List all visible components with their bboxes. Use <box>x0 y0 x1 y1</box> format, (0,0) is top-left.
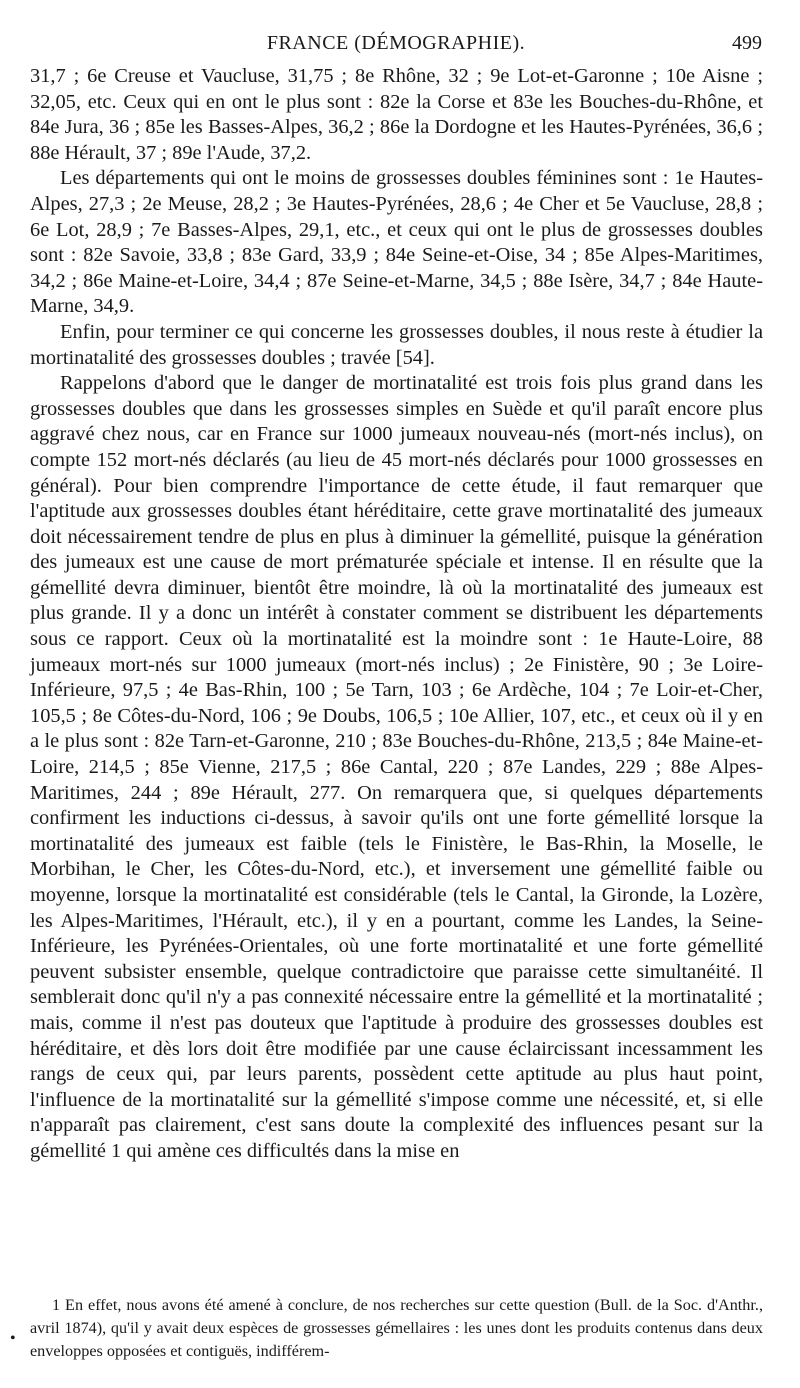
margin-mark: • <box>10 1330 16 1347</box>
paragraph-4: Rappelons d'abord que le danger de mortinatalité est trois fois plus grand dans les grossesses doubles que dans les grossesses simples en Suède et qu'il paraît encore plus aggravé chez nous, car en France sur 1000 jumeaux nouveau-nés (mort-nés inclus), on compte 152 mort-nés déclarés (au lieu de 45 mort-nés déclarés pour 1000 grossesses en général). Pour bien comprendre l'importance de cette étude, il faut remarquer que l'aptitude aux grossesses doubles étant héréditaire, cette grave mortinatalité des jumeaux doit nécessairement tendre de plus en plus à diminuer la gémellité, puisque la génération des jumeaux est une cause de mort prématurée spéciale et intense. Il en résulte que la gémellité devra diminuer, bientôt être moindre, là où la mortinatalité des jumeaux est plus grande. Il y a donc un intérêt à constater comment se distribuent les départements sous ce rapport. Ceux où la mortinatalité est la moindre sont : 1e Haute-Loire, 88 jumeaux mort-nés sur 1000 jumeaux (mort-nés inclus) ; 2e Finistère, 90 ; 3e Loire-Inférieure, 97,5 ; 4e Bas-Rhin, 100 ; 5e Tarn, 103 ; 6e Ardèche, 104 ; 7e Loir-et-Cher, 105,5 ; 8e Côtes-du-Nord, 106 ; 9e Doubs, 106,5 ; 10e Allier, 107, etc., et ceux où il y en a le plus sont : 82e Tarn-et-Garonne, 210 ; 83e Bouches-du-Rhône, 213,5 ; 84e Maine-et-Loire, 214,5 ; 85e Vienne, 217,5 ; 86e Cantal, 220 ; 87e Landes, 229 ; 88e Alpes-Maritimes, 244 ; 89e Hérault, 277. On remarquera que, si quelques départements confirment les inductions ci-dessus, à savoir qu'ils ont une forte gémellité lorsque la mortinatalité des jumeaux est faible (tels le Finistère, le Bas-Rhin, la Moselle, le Morbihan, le Cher, les Côtes-du-Nord, etc.), et inversement une gémellité faible ou moyenne, lorsque la mortinatalité est considérable (tels le Cantal, la Gironde, la Lozère, les Alpes-Maritimes, l'Hérault, etc.), il y en a pourtant, comme les Landes, la Seine-Inférieure, les Pyrénées-Orientales, où une forte mortinatalité et une forte gémellité peuvent subsister ensemble, quelque contradictoire que paraisse cette simultanéité. Il semblerait donc qu'il n'y a pas connexité nécessaire entre la gémellité et la mortinatalité ; mais, comme il n'est pas douteux que l'aptitude à produire des grossesses doubles est héréditaire, et dès lors doit être modifiée par une cause éclaircissant incessamment les rangs de ceux qui, par leurs parents, possèdent cette aptitude au plus haut point, l'influence de la mortinatalité sur la gémellité s'impose comme une nécessité, et, si elle n'apparaît pas clairement, c'est sans doute la complexité des influences pesant sur la gémellité 1 qui amène ces difficultés dans la mise en <box>30 372 763 1162</box>
paragraph-1: 31,7 ; 6e Creuse et Vaucluse, 31,75 ; 8e Rhône, 32 ; 9e Lot-et-Garonne ; 10e Aisne ; 32,05, etc. Ceux qui en ont le plus sont : 82e la Corse et 83e les Bouches-du-Rhône, et 84e Jura, 36 ; 85e les Basses-Alpes, 36,2 ; 86e la Dordogne et les Hautes-Pyrénées, 36,6 ; 88e Hérault, 37 ; 89e l'Aude, 37,2. <box>30 65 763 164</box>
page-number: 499 <box>732 32 762 54</box>
footnotes <box>30 1294 763 1363</box>
running-header <box>30 32 762 56</box>
main-text <box>30 64 763 1165</box>
paragraph-2: Les départements qui ont le moins de grossesses doubles féminines sont : 1e Hautes-Alpes, 27,3 ; 2e Meuse, 28,2 ; 3e Hautes-Pyrénées, 28,6 ; 4e Cher et 5e Vaucluse, 28,8 ; 6e Lot, 28,9 ; 7e Basses-Alpes, 29,1, etc., et ceux qui ont le plus de grossesses doubles sont : 82e Savoie, 33,8 ; 83e Gard, 33,9 ; 84e Seine-et-Oise, 34 ; 85e Alpes-Maritimes, 34,2 ; 86e Maine-et-Loire, 34,4 ; 87e Seine-et-Marne, 34,5 ; 88e Isère, 34,7 ; 84e Haute-Marne, 34,9. <box>30 167 763 318</box>
footnote-1: 1 En effet, nous avons été amené à conclure, de nos recherches sur cette question (Bull. de la Soc. d'Anthr., avril 1874), qu'il y avait deux espèces de grossesses gémellaires : les unes dont les produits contenus dans deux enveloppes opposées et contiguës, indifférem- <box>30 1296 763 1360</box>
paragraph-3: Enfin, pour terminer ce qui concerne les grossesses doubles, il nous reste à étudier la mortinatalité des grossesses doubles ; travée [54]. <box>30 320 763 369</box>
running-title: FRANCE (DÉMOGRAPHIE). <box>266 32 526 54</box>
